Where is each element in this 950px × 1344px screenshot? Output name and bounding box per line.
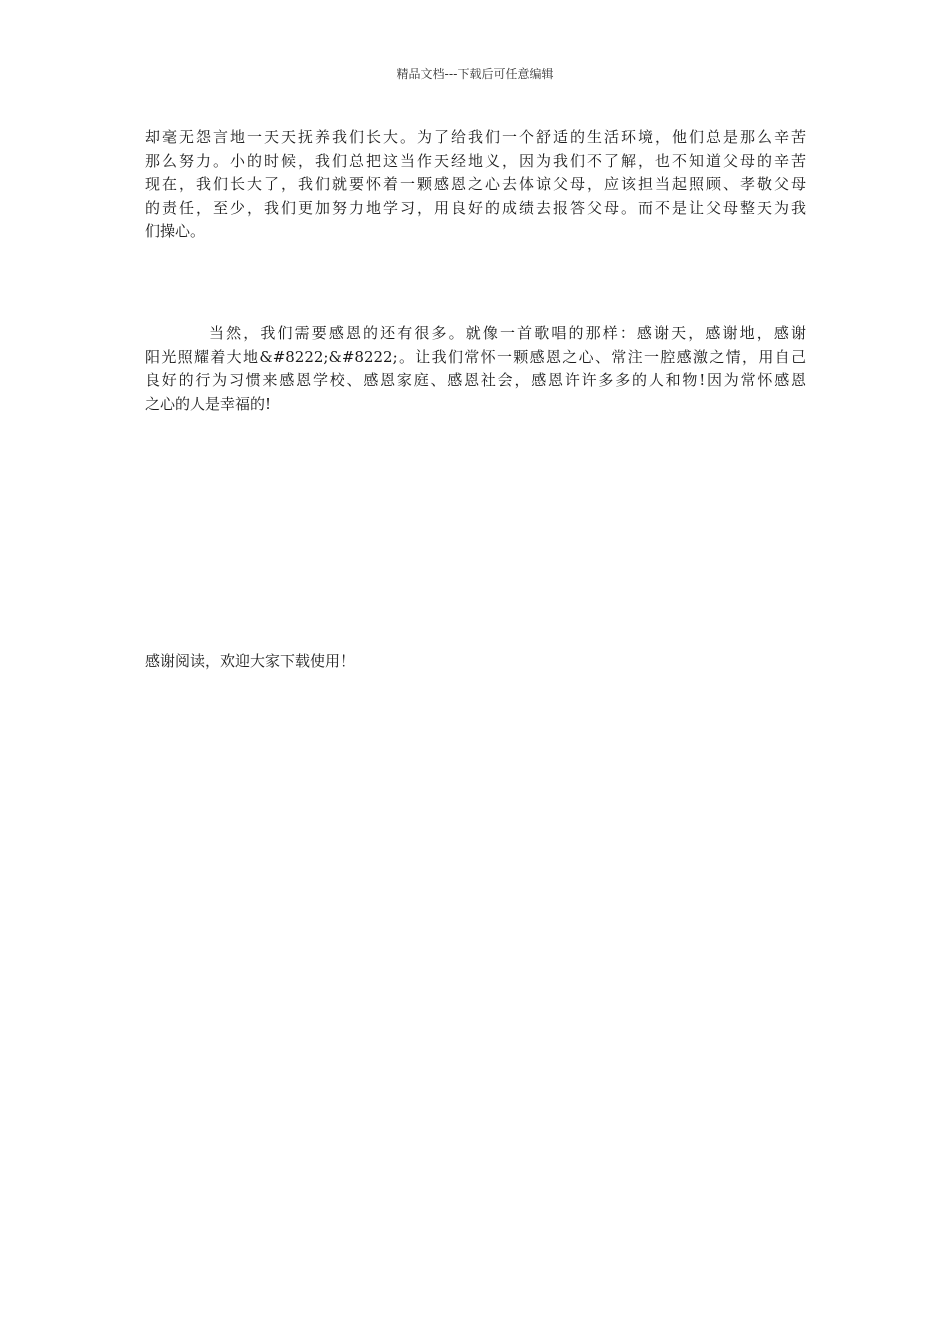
paragraph-2-line-1: 当然，我们需要感恩的还有很多。就像一首歌唱的那样：感谢天，感谢地，感谢: [209, 324, 806, 342]
page-header: 精品文档---下载后可任意编辑: [396, 67, 554, 81]
paragraph-1-line-3: 现在，我们长大了，我们就要怀着一颗感恩之心去体谅父母，应该担当起照顾、孝敬父母: [145, 175, 806, 194]
paragraph-2-line-2: 阳光照耀着大地&#8222;&#8222;。让我们常怀一颗感恩之心、常注一腔感激之情，用自己: [145, 347, 806, 366]
paragraph-2-line-3: 良好的行为习惯来感恩学校、感恩家庭、感恩社会，感恩许许多多的人和物!因为常怀感恩: [145, 371, 806, 390]
paragraph-1-line-1: 却毫无怨言地一天天抚养我们长大。为了给我们一个舒适的生活环境，他们总是那么辛苦: [145, 128, 806, 146]
closing-line: 感谢阅读，欢迎大家下载使用！: [145, 652, 356, 670]
paragraph-1-line-5: 们操心。: [145, 222, 206, 241]
paragraph-1-line-2: 那么努力。小的时候，我们总把这当作天经地义，因为我们不了解，也不知道父母的辛苦: [145, 151, 806, 170]
paragraph-2-line-4: 之心的人是幸福的!: [145, 394, 272, 413]
paragraph-2: [145, 322, 806, 416]
closing-note: [145, 650, 806, 674]
paragraph-1: [145, 126, 806, 244]
paragraph-1-line-4: 的责任，至少，我们更加努力地学习，用良好的成绩去报答父母。而不是让父母整天为我: [145, 198, 806, 217]
